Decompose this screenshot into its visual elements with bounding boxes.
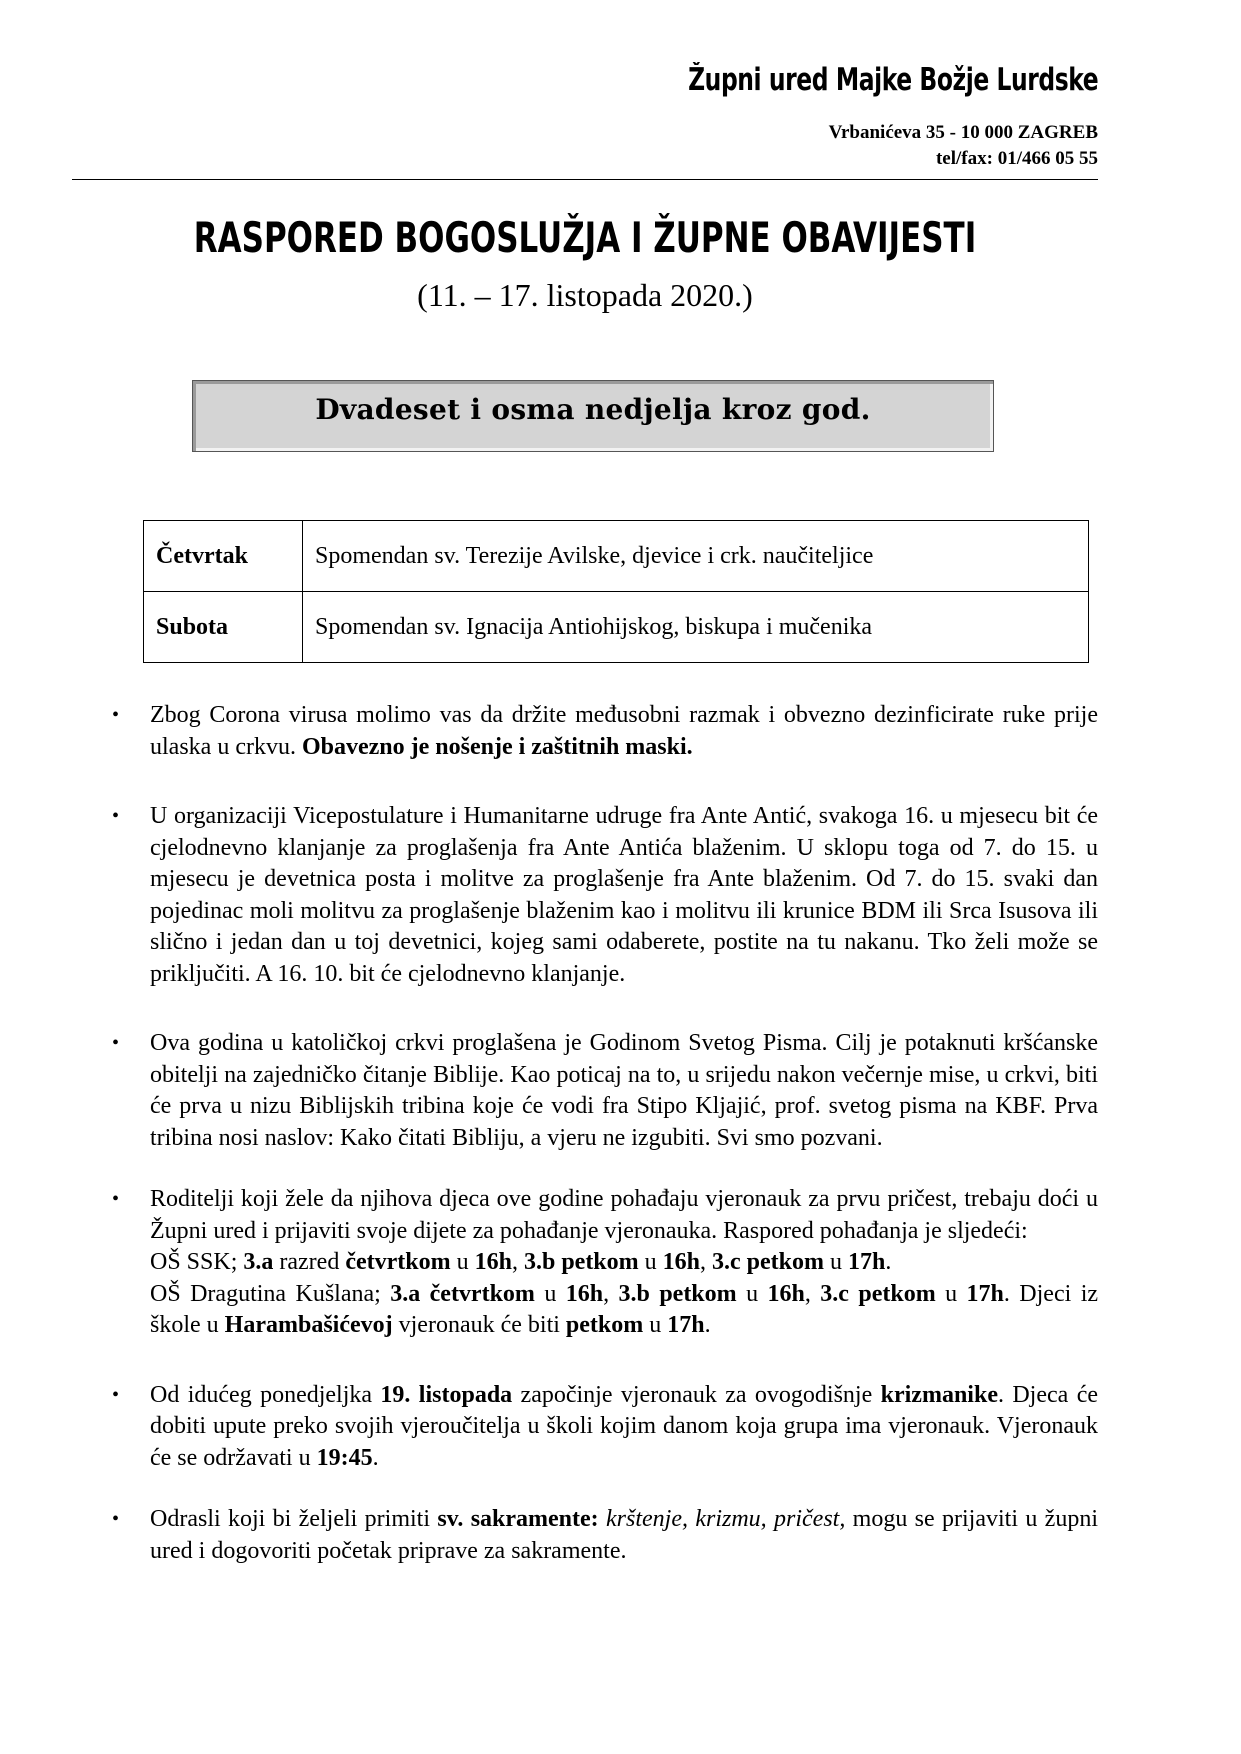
parish-phone: tel/fax: 01/466 05 55 [935,148,1098,169]
sunday-banner [192,380,994,452]
notice-corona: • Zbog Corona virusa molimo vas da držite međusobni razmak i obvezno dezinficirate ruke prije ulaska u crkvu. Obavezno je nošenje i zaštitnih maski. [112,702,1098,760]
feast-description: Spomendan sv. Ignacija Antiohijskog, biskupa i mučenika [303,592,1089,663]
header-divider [72,179,1098,180]
bullet-icon: • [112,805,120,827]
notice-bible-year: • Ova godina u katoličkoj crkvi proglašena je Godinom Svetog Pisma. Cilj je potaknuti kršćanske obitelji na zajedničko čitanje Biblije. Kao poticaj na to, u srijedu nakon večernje mise, u crkvi, biti će prva u nizu Biblijskih tribina koje će vodi fra Stipo Kljajić, prof. svetog pisma na KBF. Prva tribina nosi naslov: Kako čitati Bibliju, a vjeru ne izgubiti. Svi smo pozvani. [112,1030,1098,1151]
bullet-icon: • [112,1508,120,1530]
bullet-icon: • [112,1188,120,1210]
page-title: RASPORED BOGOSLUŽJA I ŽUPNE OBAVIJESTI [193,213,977,262]
table-row [144,592,1089,663]
date-range: (11. – 17. listopada 2020.) [417,277,753,313]
feast-day: Subota [144,592,303,663]
parish-contact [829,120,1098,172]
notice-first-communion: • Roditelji koji žele da njihova djeca ove godine pohađaju vjeronauk za prvu pričest, trebaju doći u Župni ured i prijaviti svoje dijete za pohađanje vjeronauka. Raspored pohađanja je sljedeći: OŠ SSK; 3.a razred četvrtkom u 16h, 3.b petkom u 16h, 3.c petkom u 17h. OŠ Dragutina Kušlana; 3.a četvrtkom u 16h, 3.b petkom u 16h, 3.c petkom u 17h. Djeci iz škole u Harambašićevoj vjeronauk će biti petkom u 17h. [112,1186,1099,1338]
feast-day: Četvrtak [144,521,303,592]
feast-description: Spomendan sv. Terezije Avilske, djevice i crk. naučiteljice [303,521,1089,592]
feast-table [143,520,1089,663]
notice-list [100,700,1098,1567]
parish-address: Vrbanićeva 35 - 10 000 ZAGREB [828,122,1098,143]
mask-requirement: Obavezno je nošenje i zaštitnih maski. [301,733,693,760]
sunday-title: Dvadeset i osma nedjelja kroz god. [315,393,871,426]
bullet-icon: • [112,1383,120,1406]
notice-confirmation: • Od idućeg ponedjeljka 19. listopada započinje vjeronauk za ovogodišnje krizmanike. Djeca će dobiti upute preko svojih vjeroučitelja u školi kojim danom koja grupa ima vjeronauk. Vjeronauk će se održavati u 19:45. [112,1381,1098,1471]
notice-fra-ante: • U organizaciji Vicepostulature i Humanitarne udruge fra Ante Antić, svakoga 16. u mjesecu bit će cjelodnevno klanjanje za proglašenja fra Ante Antića blaženim. U sklopu toga od 7. do 15. u mjesecu je devetnica posta i molitve za proglašenje fra Ante blaženim. Od 7. do 15. svaki dan pojedinac moli molitvu za proglašenje blaženim kao i molitvu ili krunice BDM ili Srca Isusova ili slično i jedan dan u toj devetnici, kojeg sami odaberete, postite na tu nakanu. Tko želi može se priključiti. A 16. 10. bit će cjelodnevno klanjanje. [112,803,1098,987]
table-row [144,521,1089,592]
bullet-icon: • [112,704,120,726]
parish-office-name: Župni ured Majke Božje Lurdske [687,62,1098,98]
bullet-icon: • [112,1032,120,1054]
notice-adult-sacraments: • Odrasli koji bi željeli primiti sv. sakramente: krštenje, krizmu, pričest, mogu se prijaviti u župni ured i dogovoriti početak priprave za sakramente. [112,1506,1099,1564]
